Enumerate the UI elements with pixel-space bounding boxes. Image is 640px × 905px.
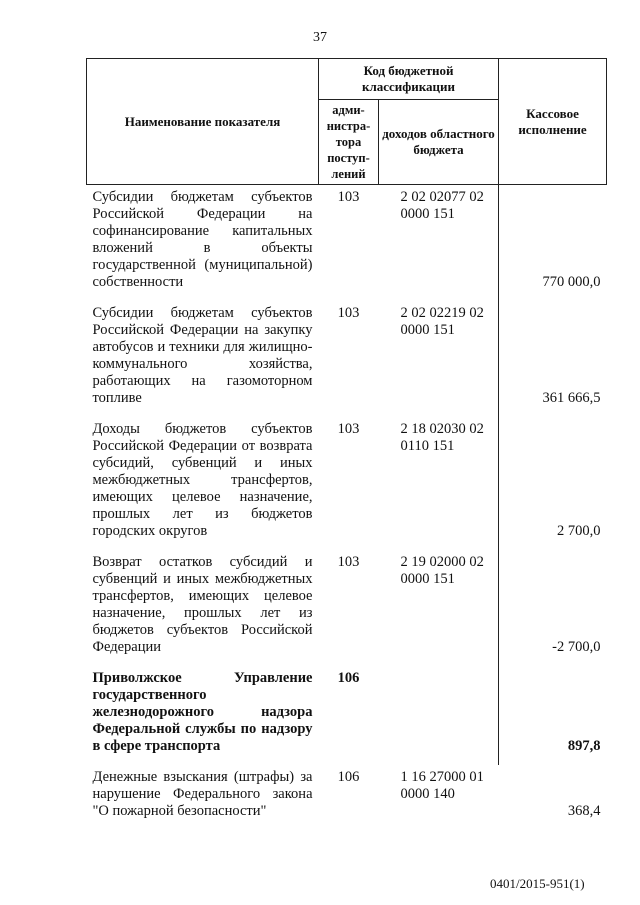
header-name: Наименование показателя xyxy=(87,59,319,185)
row-amount: 770 000,0 xyxy=(542,274,601,290)
table-row xyxy=(87,550,607,666)
row-name: Денежные взыскания (штрафы) за нарушение Федерального закона "О пожарной безопасности" xyxy=(92,769,313,819)
budget-table xyxy=(86,58,607,830)
row-income-code: 2 18 02030 02 0110 151 xyxy=(400,421,484,454)
table-row xyxy=(87,666,607,765)
row-income-code: 1 16 27000 01 0000 140 xyxy=(400,769,484,802)
row-income-code xyxy=(379,666,499,765)
table-row xyxy=(87,185,607,302)
table-body xyxy=(87,185,607,831)
header-code-group: Код бюджетной классификации xyxy=(319,59,499,100)
page-number: 37 xyxy=(313,30,327,45)
row-admin-code: 103 xyxy=(337,554,360,570)
row-amount: 897,8 xyxy=(567,738,601,754)
header-income: доходов областного бюджета xyxy=(379,100,499,185)
row-amount: 2 700,0 xyxy=(557,523,601,539)
row-amount: 361 666,5 xyxy=(542,390,601,406)
header-execution: Кассовое исполнение xyxy=(499,59,607,185)
row-admin-code: 103 xyxy=(337,421,360,437)
row-name: Субсидии бюджетам субъектов Российской Федерации на софинансирование капитальных вложений в объекты государственной (муниципальной) собственности xyxy=(92,189,313,290)
row-execution-cell xyxy=(499,666,607,765)
header-admin: адми-нистра-тора поступ-лений xyxy=(319,100,379,185)
table-row xyxy=(87,301,607,417)
table-row xyxy=(87,417,607,550)
table-row xyxy=(87,765,607,830)
table-header xyxy=(87,59,607,185)
row-admin-code: 106 xyxy=(337,670,360,686)
row-execution-cell xyxy=(499,185,607,302)
row-name: Возврат остатков субсидий и субвенций и иных межбюджетных трансфертов, имеющих целевое назначение, прошлых лет из бюджетов субъектов Российской Федерации xyxy=(92,554,313,655)
row-execution-cell xyxy=(499,417,607,550)
row-amount: -2 700,0 xyxy=(552,639,601,655)
document-code: 0401/2015-951(1) xyxy=(490,876,585,891)
row-income-code: 2 02 02219 02 0000 151 xyxy=(400,305,484,338)
row-admin-code: 103 xyxy=(337,305,360,321)
row-name: Приволжское Управление государственного железнодорожного надзора Федеральной службы по надзору в сфере транспорта xyxy=(92,670,313,754)
row-execution-cell xyxy=(499,765,607,830)
row-admin-code: 103 xyxy=(337,189,360,205)
row-amount: 368,4 xyxy=(567,803,601,819)
row-admin-code: 106 xyxy=(337,769,360,785)
row-income-code: 2 02 02077 02 0000 151 xyxy=(400,189,484,222)
row-execution-cell xyxy=(499,550,607,666)
row-execution-cell xyxy=(499,301,607,417)
row-name: Доходы бюджетов субъектов Российской Федерации от возврата субсидий, субвенций и иных межбюджетных трансфертов, имеющих целевое назначение, прошлых лет из бюджетов городских округов xyxy=(92,421,313,539)
row-name: Субсидии бюджетам субъектов Российской Федерации на закупку автобусов и техники для жилищно-коммунального хозяйства, работающих на газомоторном топливе xyxy=(92,305,313,406)
budget-table-container xyxy=(86,58,606,830)
row-income-code: 2 19 02000 02 0000 151 xyxy=(400,554,484,587)
